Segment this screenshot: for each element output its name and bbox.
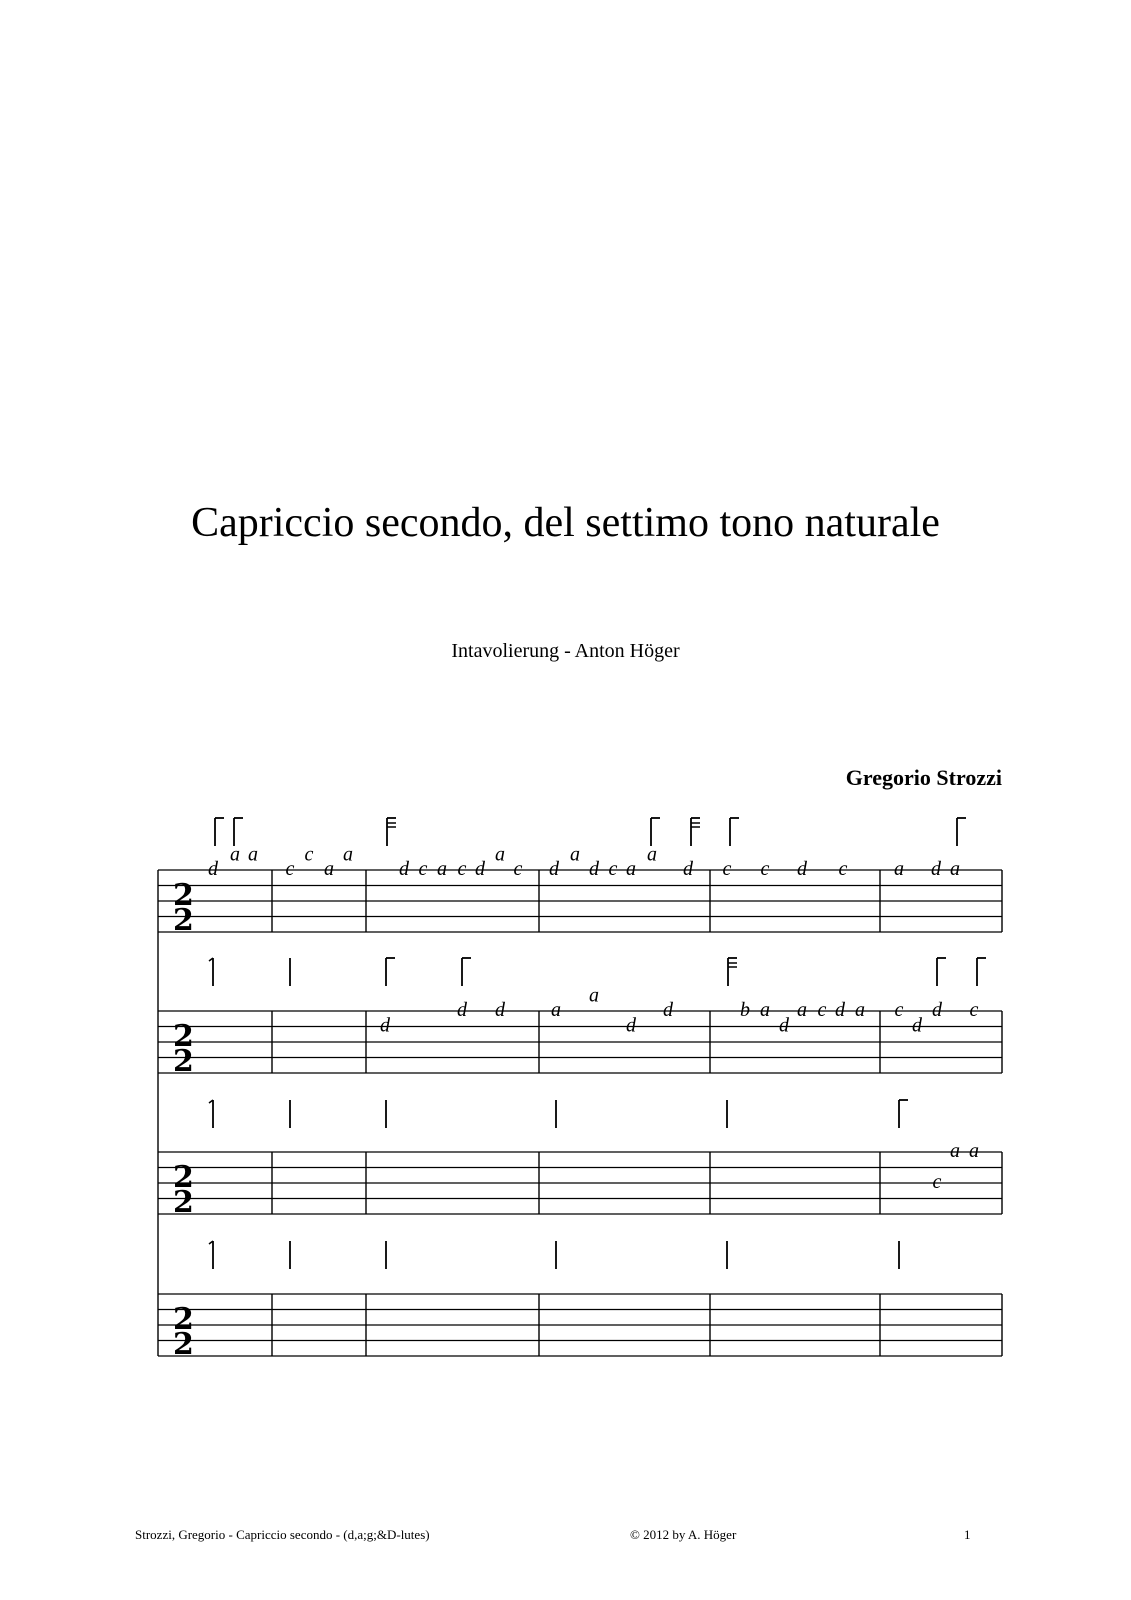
tab-letter: a xyxy=(495,843,505,866)
tab-letter: a xyxy=(855,999,865,1021)
tab-letter: c xyxy=(513,858,523,880)
tab-letter: d xyxy=(835,999,845,1021)
composer-name: Gregorio Strozzi xyxy=(845,765,1002,790)
tab-letter: c xyxy=(418,858,428,880)
tab-letter: a xyxy=(950,858,960,880)
tab-letter: d xyxy=(208,858,218,880)
tab-letter: a xyxy=(324,858,334,880)
tab-letter: c xyxy=(969,999,979,1021)
footer-copyright: © 2012 by A. Höger xyxy=(630,1527,737,1542)
tab-letter: d xyxy=(626,1014,636,1037)
time-signature-bottom: 2 xyxy=(173,1044,194,1079)
tab-letter: d xyxy=(399,858,409,880)
tab-letter: d xyxy=(797,858,807,880)
tab-letter: c xyxy=(932,1171,942,1193)
tab-letter: d xyxy=(549,858,559,880)
tab-letter: a xyxy=(248,843,258,866)
tab-letter: a xyxy=(647,843,657,866)
piece-title: Capriccio secondo, del settimo tono naturale xyxy=(191,500,940,546)
tab-letter: a xyxy=(626,858,636,880)
tab-letter: c xyxy=(285,858,295,880)
tab-letter: c xyxy=(722,858,732,880)
tab-letter: a xyxy=(950,1140,960,1162)
time-signature-bottom: 2 xyxy=(173,1327,194,1362)
tab-letter: b xyxy=(740,999,750,1021)
tab-letter: d xyxy=(663,999,673,1021)
footer-piece-info: Strozzi, Gregorio - Capriccio secondo - (d,a;g;&D-lutes) xyxy=(135,1527,430,1542)
tab-letter: d xyxy=(683,858,693,880)
tab-letter: a xyxy=(797,999,807,1021)
time-signature-top: 2 xyxy=(173,1302,194,1337)
tab-letter: a xyxy=(894,858,904,880)
time-signature-bottom: 2 xyxy=(173,1185,194,1220)
tab-letter: c xyxy=(760,858,770,880)
tab-letter: c xyxy=(817,999,827,1021)
tab-letter: c xyxy=(894,999,904,1021)
tab-letter: d xyxy=(932,999,942,1021)
tab-letter: a xyxy=(969,1140,979,1162)
tab-letter: c xyxy=(838,858,848,880)
arranger-credit: Intavolierung - Anton Höger xyxy=(451,640,680,662)
tab-letter: a xyxy=(437,858,447,880)
tab-letter: d xyxy=(475,858,485,880)
time-signature-top: 2 xyxy=(173,1019,194,1054)
tab-letter: d xyxy=(779,1014,789,1037)
tab-letter: d xyxy=(589,858,599,880)
tab-letter: d xyxy=(495,999,505,1021)
time-signature-top: 2 xyxy=(173,1160,194,1195)
tab-letter: a xyxy=(230,843,240,866)
tab-letter: c xyxy=(608,858,618,880)
tab-letter: a xyxy=(343,843,353,866)
page-number: 1 xyxy=(964,1527,971,1542)
tab-letter: d xyxy=(457,999,467,1021)
time-signature-top: 2 xyxy=(173,878,194,913)
time-signature-bottom: 2 xyxy=(173,903,194,938)
tab-letter: a xyxy=(760,999,770,1021)
tab-letter: a xyxy=(551,999,561,1021)
tab-letter: a xyxy=(570,843,580,866)
tab-letter: d xyxy=(380,1014,390,1037)
tab-letter: a xyxy=(589,984,599,1007)
tab-letter: c xyxy=(304,843,314,866)
tab-letter: c xyxy=(457,858,467,880)
tab-letter: d xyxy=(931,858,941,880)
tab-letter: d xyxy=(912,1014,922,1037)
